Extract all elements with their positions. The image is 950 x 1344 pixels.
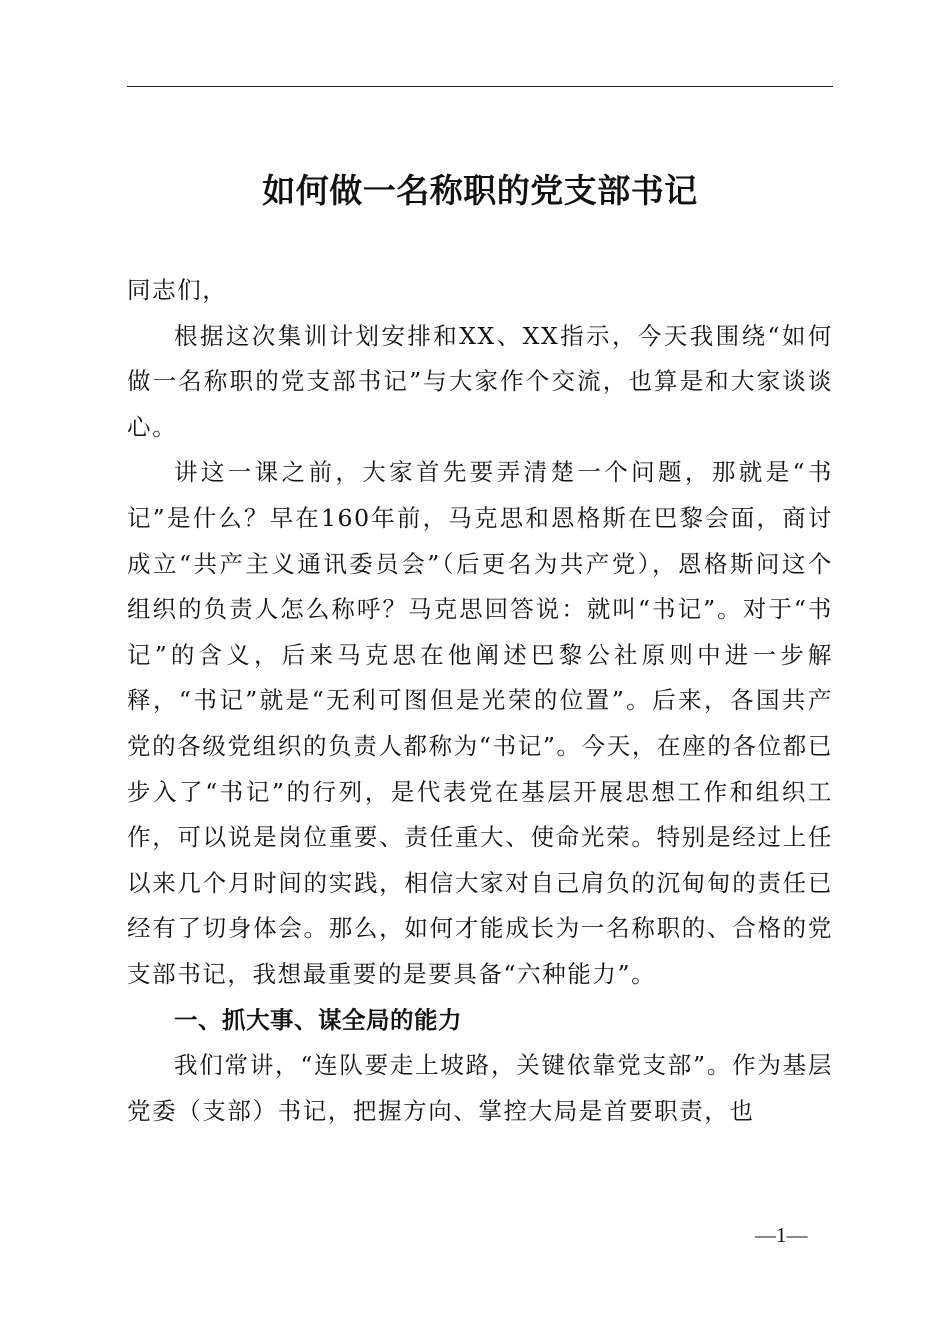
section-paragraph: 我们常讲，“连队要走上坡路，关键依靠党支部”。作为基层党委（支部）书记，把握方向、掌控大局是首要职责，也 [127, 1051, 833, 1125]
salutation: 同志们， [127, 276, 228, 304]
section-heading: 一、抓大事、谋全局的能力 [174, 1005, 462, 1034]
header-rule [127, 86, 833, 87]
document-body [127, 268, 833, 1134]
page-number: —1— [755, 1223, 808, 1247]
paragraph-intro: 根据这次集训计划安排和XX、XX指示，今天我围绕“如何做一名称职的党支部书记”与大家作个交流，也算是和大家谈谈心。 [127, 321, 833, 441]
document-title: 如何做一名称职的党支部书记 [262, 171, 698, 210]
paragraph-secretary-meaning: 讲这一课之前，大家首先要弄清楚一个问题，那就是“书记”是什么？早在160年前，马克思和恩格斯在巴黎会面，商讨成立“共产主义通讯委员会”（后更名为共产党），恩格斯问这个组织的负责人怎么称呼？马克思回答说：就叫“书记”。对于“书记”的含义，后来马克思在他阐述巴黎公社原则中进一步解释，“书记”就是“无利可图但是光荣的位置”。后来，各国共产党的各级党组织的负责人都称为“书记”。今天，在座的各位都已步入了“书记”的行列，是代表党在基层开展思想工作和组织工作，可以说是岗位重要、责任重大、使命光荣。特别是经过上任以来几个月时间的实践，相信大家对自己肩负的沉甸甸的责任已经有了切身体会。那么，如何才能成长为一名称职的、合格的党支部书记，我想最重要的是要具备“六种能力”。 [127, 458, 833, 988]
